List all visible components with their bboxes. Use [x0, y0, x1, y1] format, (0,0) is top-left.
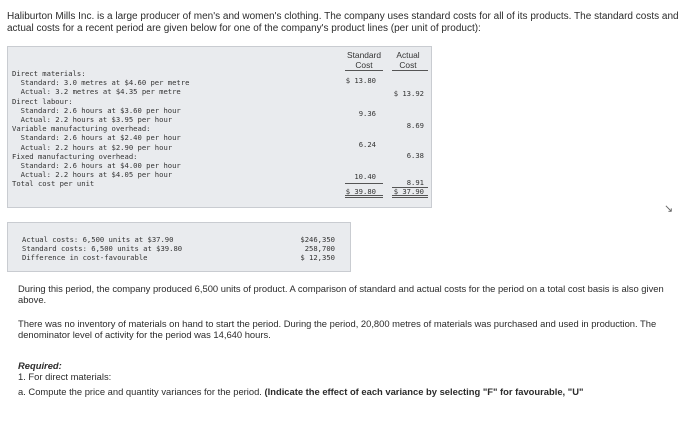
- requirement-1a-instruction: (Indicate the effect of each variance by selecting "F" for favourable, "U": [261, 386, 584, 397]
- cost-table-row-label: Standard: 3.0 metres at $4.60 per metre: [12, 78, 190, 88]
- col-header-actual: Actual Cost: [396, 50, 420, 70]
- requirement-1a-prefix: a.: [18, 386, 26, 397]
- cost-table-row-label: Actual: 2.2 hours at $2.90 per hour: [12, 142, 173, 152]
- cost-table-row-label: Direct materials:: [12, 69, 86, 78]
- subtotal-line-standard: [345, 183, 383, 184]
- act-fixed-overhead: 8.91: [406, 178, 424, 187]
- cost-table-row-label: Direct labour:: [12, 96, 73, 106]
- cost-table-labels: [12, 69, 189, 189]
- paragraph-production: During this period, the company produced 6,500 units of product. A comparison of standard and actual costs for the period on a total cost basis is also given above.: [18, 283, 664, 305]
- cost-table-row-label: Actual: 3.2 metres at $4.35 per metre: [12, 87, 181, 97]
- intro-text: Haliburton Mills Inc. is a large producer of men's and women's clothing. The company uses standard costs for all of its products. The standard costs and actual costs for a recent period are given below for one of the company's product lines (per unit of product):: [7, 11, 679, 34]
- cost-table-row-label: Standard: 2.6 hours at $4.00 per hour: [12, 161, 181, 171]
- cost-table-row-label: Fixed manufacturing overhead:: [12, 151, 138, 161]
- summary-line-difference: Difference in cost-favourable: [22, 253, 148, 262]
- std-direct-materials: $ 13.80: [345, 76, 376, 85]
- total-dline-standard: [345, 195, 383, 198]
- summary-value-standard: 258,700: [304, 244, 335, 253]
- summary-value-actual: $246,350: [300, 235, 335, 244]
- requirement-1a: [18, 386, 688, 397]
- std-variable-overhead: 6.24: [358, 140, 376, 149]
- header-underline-standard: [345, 70, 383, 71]
- col-header-standard: Standard Cost: [347, 50, 381, 70]
- cost-table-row-label: Actual: 2.2 hours at $4.05 per hour: [12, 170, 173, 180]
- summary-value-difference: $ 12,350: [300, 253, 335, 262]
- cost-table-row-label: Total cost per unit: [12, 179, 95, 189]
- cost-table-row-label: Actual: 2.2 hours at $3.95 per hour: [12, 115, 173, 125]
- std-fixed-overhead: 10.40: [354, 172, 376, 181]
- requirement-1a-text: Compute the price and quantity variances for the period.: [25, 386, 262, 397]
- act-variable-overhead: 6.38: [406, 151, 424, 160]
- mouse-cursor-icon: ↘: [664, 203, 674, 215]
- act-total: $ 37.90: [393, 187, 424, 196]
- std-direct-labour: 9.36: [358, 109, 376, 118]
- requirement-1: 1. For direct materials:: [18, 371, 112, 382]
- header-underline-actual: [392, 70, 428, 71]
- cost-table-row-label: Standard: 2.6 hours at $2.40 per hour: [12, 133, 181, 143]
- paragraph-inventory: There was no inventory of materials on hand to start the period. During the period, 20,800 metres of materials was purchased and used in production. The denominator level of activity for the period was 14,640 hours.: [18, 318, 657, 340]
- required-heading: Required:: [18, 360, 62, 371]
- act-direct-materials: $ 13.92: [393, 89, 424, 98]
- summary-line-standard: Standard costs: 6,500 units at $39.80: [22, 244, 183, 253]
- std-total: $ 39.80: [345, 187, 376, 196]
- cost-table-row-label: Standard: 2.6 hours at $3.60 per hour: [12, 105, 181, 115]
- summary-line-actual: Actual costs: 6,500 units at $37.90: [22, 235, 174, 244]
- act-direct-labour: 8.69: [406, 121, 424, 130]
- cost-table-row-label: Variable manufacturing overhead:: [12, 124, 151, 134]
- total-dline-actual: [392, 195, 428, 198]
